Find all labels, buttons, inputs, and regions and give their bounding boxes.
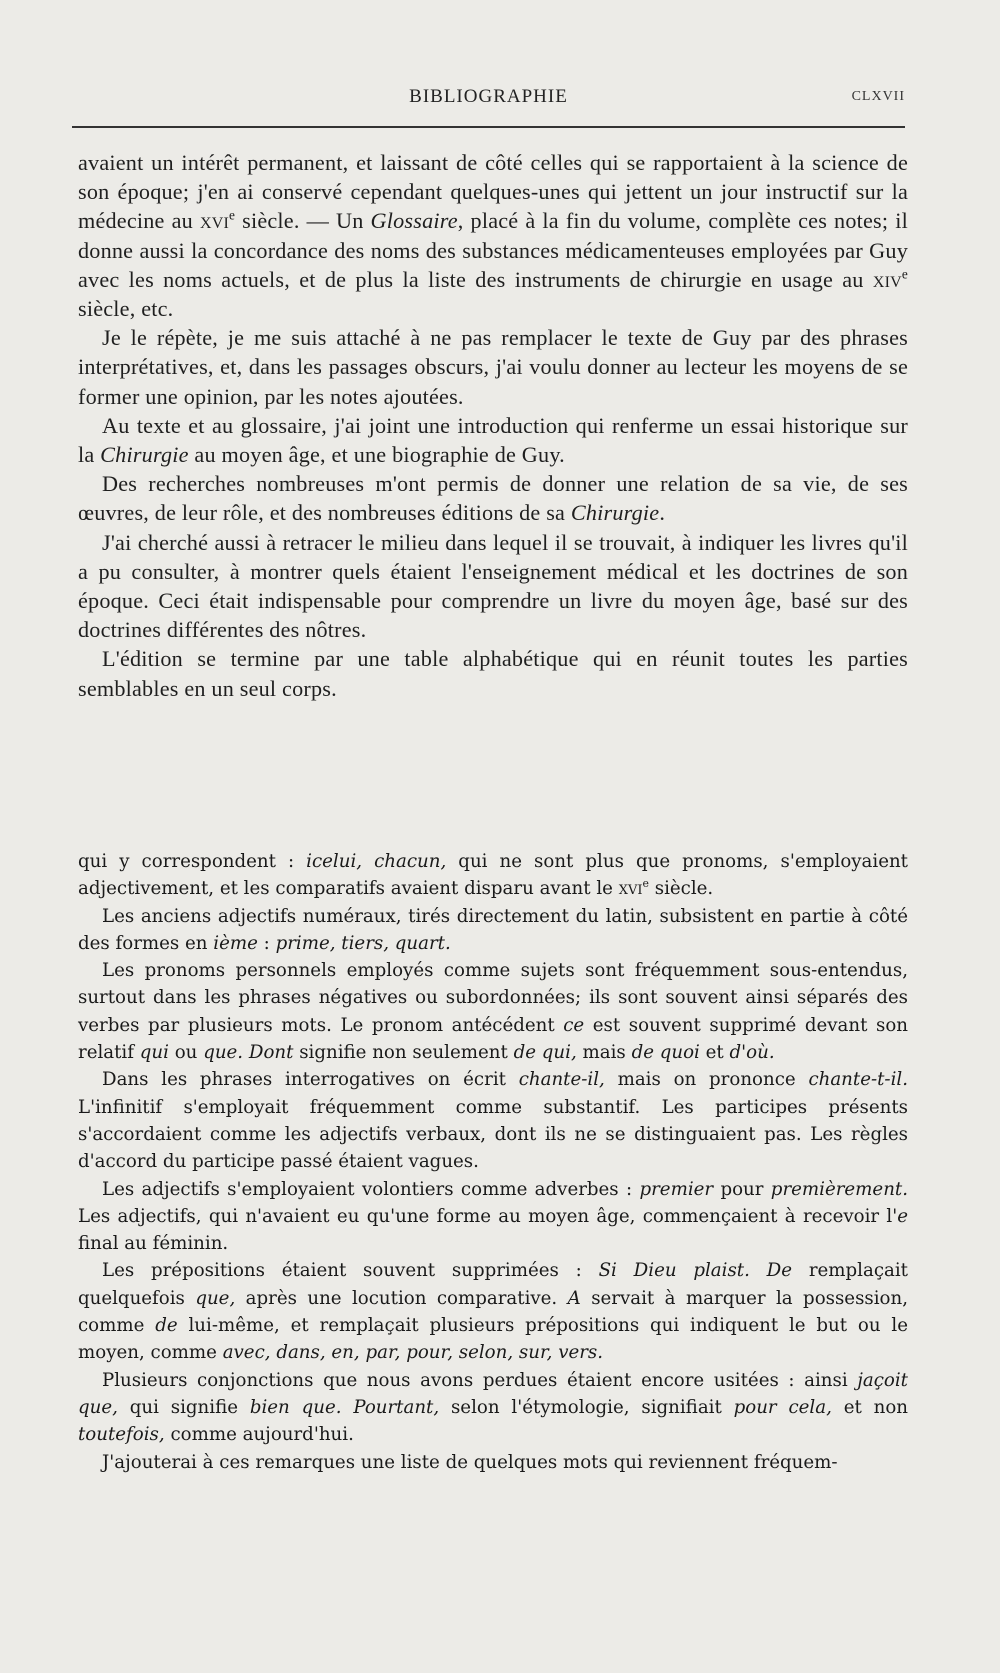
header-rule xyxy=(72,126,905,128)
text-run: Les pronoms personnels employés comme sujets sont fréquemment sous-entendus, surtout dans les phrases négatives ou subordonnées; ils sont souvent ainsi séparés des verbes par plusieurs mots. Le pronom antécédent xyxy=(78,960,908,1036)
italic-run: Chirurgie xyxy=(100,442,189,468)
text-run: J'ajouterai à ces remarques une liste de quelques mots qui reviennent fréquem- xyxy=(102,1451,838,1473)
text-run: pour xyxy=(713,1178,771,1200)
running-title: BIBLIOGRAPHIE xyxy=(409,86,568,107)
text-run: xvi xyxy=(618,878,643,900)
text-run: siècle. — Un xyxy=(235,208,371,234)
text-run: avaient un intérêt permanent, et laissant de côté celles qui se rapportaient à la science de son époque; j'en ai conservé cependant quelques-unes qui jettent un jour instructif sur la médecine au xyxy=(78,150,908,234)
text-run: , placé à la fin du volume, complète ces notes; il donne aussi la concordance des noms des substances médicamenteuses employées par Guy avec les noms actuels, et de plus la liste des instruments de chirurgie en usage au xyxy=(78,208,908,292)
italic-run: premièrement. xyxy=(770,1178,908,1200)
text-run: selon l'étymologie, signifiait xyxy=(439,1396,734,1418)
paragraph xyxy=(78,323,908,411)
text-run: mais xyxy=(576,1042,632,1064)
paragraph xyxy=(78,903,908,958)
italic-run: que, xyxy=(195,1287,236,1309)
italic-run: Si Dieu plaist. De xyxy=(598,1260,793,1282)
italic-run: Glossaire xyxy=(370,208,458,234)
italic-run: ième xyxy=(213,932,258,954)
italic-run: bien que. Pourtant, xyxy=(249,1396,440,1418)
italic-run: d'où. xyxy=(729,1042,775,1064)
text-run: Les prépositions étaient souvent supprimées : xyxy=(102,1260,599,1282)
italic-run: de qui, xyxy=(513,1042,577,1064)
italic-run: de quoi xyxy=(631,1042,700,1064)
paragraph xyxy=(78,1449,908,1476)
text-run: remplaçait quelquefois xyxy=(78,1260,908,1309)
text-run: signifie non seulement xyxy=(293,1042,514,1064)
italic-run: prime, tiers, quart. xyxy=(275,932,451,954)
text-run: mais on prononce xyxy=(604,1069,809,1091)
paragraph xyxy=(78,1066,908,1175)
text-run: qui signifie xyxy=(117,1396,250,1418)
italic-run: toutefois, xyxy=(78,1424,165,1446)
text-run: Les adjectifs s'employaient volontiers comme adverbes : xyxy=(102,1178,640,1200)
paragraph xyxy=(78,411,908,469)
superscript-run: e xyxy=(901,266,908,282)
italic-run: pour cela, xyxy=(733,1396,832,1418)
text-run: Les adjectifs, qui n'avaient eu qu'une forme au moyen âge, commençaient à recevoir l' xyxy=(78,1205,898,1227)
italic-run: A xyxy=(567,1287,581,1309)
text-run: ou xyxy=(168,1042,204,1064)
text-run: Dans les phrases interrogatives on écrit xyxy=(102,1069,519,1091)
text-run: Plusieurs conjonctions que nous avons perdues étaient encore usitées : ainsi xyxy=(102,1369,858,1391)
text-run: est souvent supprimé devant son relatif xyxy=(78,1014,908,1064)
text-run: qui y correspondent : xyxy=(78,851,307,872)
lower-text-block xyxy=(78,848,908,1476)
paragraph xyxy=(78,469,908,527)
text-run: xvi xyxy=(199,208,230,234)
italic-run: avec, dans, en, par, pour, selon, sur, vers. xyxy=(222,1342,604,1364)
paragraph xyxy=(78,957,908,1066)
page-number: CLXVII xyxy=(851,89,905,104)
text-run: xiv xyxy=(872,266,902,292)
text-run: servait à marquer la possession, comme xyxy=(78,1287,908,1337)
italic-run: icelui, chacun, xyxy=(306,851,447,872)
text-run: siècle. xyxy=(648,878,714,900)
text-run: Les anciens adjectifs numéraux, tirés directement du latin, subsistent en partie à côté des formes en xyxy=(78,905,908,954)
text-run: Je le répète, je me suis attaché à ne pas remplacer le texte de Guy par des phrases interprétatives, et, dans les passages obscurs, j'ai voulu donner au lecteur les moyens de se former une opinion, par les notes ajoutées. xyxy=(78,325,908,409)
paragraph xyxy=(78,848,908,903)
italic-run: ce xyxy=(563,1014,585,1036)
text-run: siècle, etc. xyxy=(78,296,174,322)
text-run: lui-même, et remplaçait plusieurs prépositions qui indiquent le but ou le moyen, comme xyxy=(78,1315,908,1364)
text-run: et xyxy=(699,1042,730,1064)
italic-run: e xyxy=(897,1205,908,1227)
text-run: comme aujourd'hui. xyxy=(164,1424,354,1446)
paragraph xyxy=(78,644,908,702)
paragraph xyxy=(78,1257,908,1366)
italic-run: chante-il, xyxy=(518,1069,605,1091)
paragraph xyxy=(78,1176,908,1258)
upper-text-block xyxy=(78,148,908,703)
text-run: au moyen âge, et une biographie de Guy. xyxy=(188,442,565,468)
paragraph xyxy=(78,148,908,323)
text-run: L'édition se termine par une table alphabétique qui en réunit toutes les parties semblables en un seul corps. xyxy=(78,646,908,701)
italic-run: Chirurgie xyxy=(570,500,660,526)
paragraph xyxy=(78,528,908,645)
running-header xyxy=(72,86,905,114)
text-run: J'ai cherché aussi à retracer le milieu dans lequel il se trouvait, à indiquer les livres qu'il a pu consulter, à montrer quels étaient l'enseignement médical et les doctrines de son époque. Ceci était indispensable pour comprendre un livre du moyen âge, basé sur des doctrines différentes des nôtres. xyxy=(78,529,908,643)
superscript-run: e xyxy=(229,208,236,224)
italic-run: jaçoit que, xyxy=(78,1369,908,1418)
text-run: Des recherches nombreuses m'ont permis de donner une relation de sa vie, de ses œuvres, de leur rôle, et des nombreuses éditions de sa xyxy=(78,471,908,526)
text-run: après une locution comparative. xyxy=(235,1287,568,1309)
text-run: et non xyxy=(831,1396,908,1418)
italic-run: premier xyxy=(639,1178,714,1200)
italic-run: qui xyxy=(139,1042,169,1064)
text-run: qui ne sont plus que pronoms, s'employaient adjectivement, et les comparatifs avaient disparu avant le xyxy=(78,851,908,900)
text-run: : xyxy=(257,932,276,954)
italic-run: de xyxy=(155,1315,178,1337)
paragraph xyxy=(78,1367,908,1449)
text-run: . xyxy=(659,500,666,526)
superscript-run: e xyxy=(642,877,649,891)
text-run: final au féminin. xyxy=(78,1233,229,1255)
text-run: L'infinitif s'employait fréquemment comme substantif. Les participes présents s'accordaient comme les adjectifs verbaux, dont ils ne se distinguaient pas. Les règles d'accord du participe passé étaient vagues. xyxy=(78,1096,908,1173)
italic-run: chante-t-il. xyxy=(808,1069,908,1091)
text-run: Au texte et au glossaire, j'ai joint une introduction qui renferme un essai historique sur la xyxy=(78,412,908,468)
italic-run: que. Dont xyxy=(203,1042,294,1064)
